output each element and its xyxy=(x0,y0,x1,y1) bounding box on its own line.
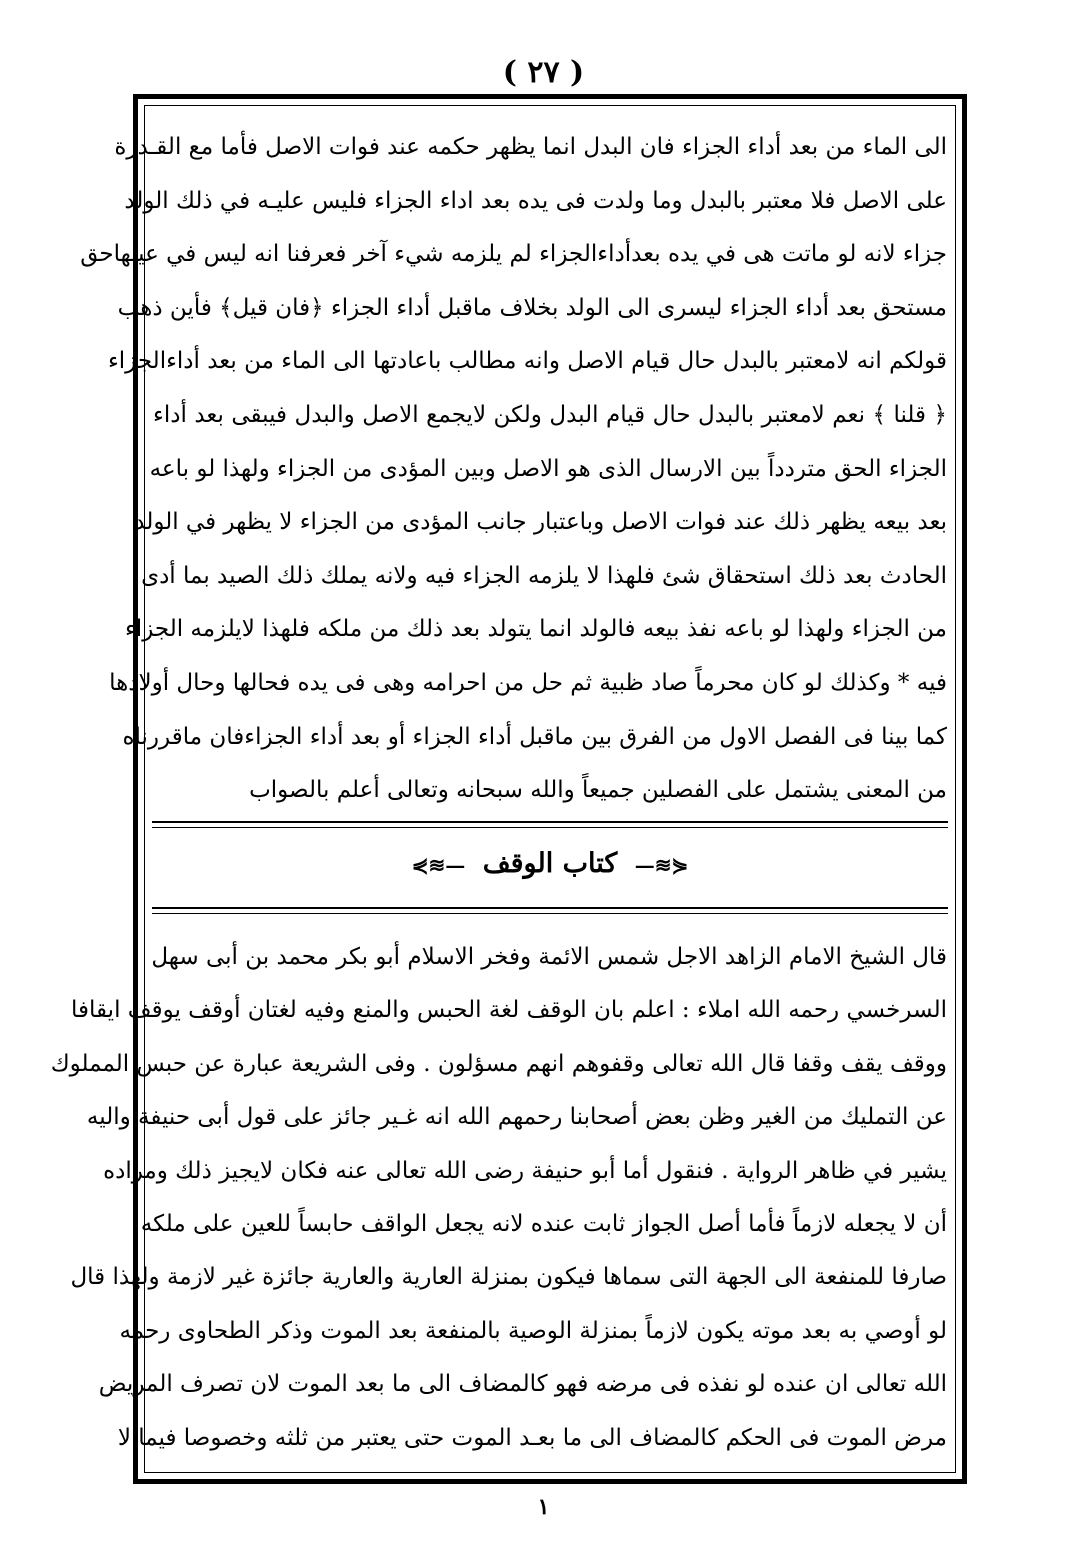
ornament-left-icon: —≋⋟ xyxy=(411,852,466,877)
text-line: على الاصل فلا معتبر بالبدل وما ولدت فى يده بعد اداء الجزاء فليس عليـه في ذلك الولد xyxy=(124,187,947,214)
text-line: الجزاء الحق متردداً بين الارسال الذى هو الاصل وبين المؤدى من الجزاء ولهذا لو باعه xyxy=(149,455,947,482)
footer-signature-mark: ١ xyxy=(537,1494,550,1520)
text-line: يشير في ظاهر الرواية . فنقول أما أبو حنيفة رضى الله تعالى عنه فكان لايجيز ذلك ومراده xyxy=(103,1157,947,1184)
text-line: من الجزاء ولهذا لو باعه نفذ بيعه فالولد انما يتولد بعد ذلك من ملكه فلهذا لايلزمه الجزاء xyxy=(124,616,947,643)
text-line: أن لا يجعله لازماً فأما أصل الجواز ثابت عنده لانه يجعل الواقف حابساً للعين على ملكه xyxy=(140,1210,947,1237)
text-line: قال الشيخ الامام الزاهد الاجل شمس الائمة وفخر الاسلام أبو بكر محمد بن أبى سهل xyxy=(151,944,947,970)
section-divider-bottom xyxy=(152,907,948,914)
section-1-text xyxy=(80,121,947,818)
text-line: بعد بيعه يظهر ذلك عند فوات الاصل وباعتبار جانب المؤدى من الجزاء لا يظهر في الولد xyxy=(134,509,947,536)
text-line: فيه * وكذلك لو كان محرماً صاد ظبية ثم حل من احرامه وهى فى يده فحالها وحال أولادها xyxy=(109,669,947,696)
page-frame xyxy=(50,94,967,1484)
text-line: مرض الموت فى الحكم كالمضاف الى ما بعـد الموت حتى يعتبر من ثلثه وخصوصا فيما لا xyxy=(117,1424,947,1451)
text-line: جزاء لانه لو ماتت هى في يده بعدأداءالجزاء لم يلزمه شيء آخر فعرفنا انه ليس في عينهاحق xyxy=(80,241,947,268)
chapter-title: كتاب الوقف xyxy=(482,848,618,879)
section-2-text xyxy=(50,931,947,1465)
text-line: مستحق بعد أداء الجزاء ليسرى الى الولد بخلاف ماقبل أداء الجزاء ﴿فان قيل﴾ فأين ذهب xyxy=(117,294,947,321)
text-line: عن التمليك من الغير وظن بعض أصحابنا رحمهم الله انه غـير جائز على قول أبى حنيفة واليه xyxy=(86,1104,947,1131)
ornament-right-icon: ⋞≋— xyxy=(634,852,689,877)
text-line: الله تعالى ان عنده لو نفذه فى مرضه فهو كالمضاف الى ما بعد الموت لان تصرف المريض xyxy=(98,1371,947,1398)
text-line: صارفا للمنفعة الى الجهة التى سماها فيكون بمنزلة العارية والعارية جائزة غير لازمة ولهذا قال xyxy=(70,1264,947,1291)
page-number: ( ٢٧ ) xyxy=(502,55,585,90)
text-line: لو أوصي به بعد موته يكون لازماً بمنزلة الوصية بالمنفعة بعد الموت وذكر الطحاوى رحمه xyxy=(119,1317,947,1344)
text-line: من المعنى يشتمل على الفصلين جميعاً والله سبحانه وتعالى أعلم بالصواب xyxy=(249,777,947,804)
text-line: ووقف يقف وقفا قال الله تعالى وقفوهم انهم مسؤلون . وفى الشريعة عبارة عن حبس المملوك xyxy=(50,1050,947,1077)
section-divider-top xyxy=(152,821,948,828)
text-line: السرخسي رحمه الله املاء : اعلم بان الوقف لغة الحبس والمنع وفيه لغتان أوقف يوقف ايقافا xyxy=(71,997,947,1024)
text-line: ﴿ قلنا ﴾ نعم لامعتبر بالبدل حال قيام البدل ولكن لايجمع الاصل والبدل فيبقى بعد أداء xyxy=(153,401,947,428)
text-line: كما بينا فى الفصل الاول من الفرق بين ماقبل أداء الجزاء أو بعد أداء الجزاءفان ماقررناه xyxy=(122,723,947,750)
chapter-heading xyxy=(138,839,962,890)
text-line: الحادث بعد ذلك استحقاق شئ فلهذا لا يلزمه الجزاء فيه ولانه يملك ذلك الصيد بما أدى xyxy=(141,562,947,589)
text-line: قولكم انه لامعتبر بالبدل حال قيام الاصل وانه مطالب باعادتها الى الماء من بعد أداءالجزاء xyxy=(107,348,947,375)
text-line: الى الماء من بعد أداء الجزاء فان البدل انما يظهر حكمه عند فوات الاصل فأما مع القـدرة xyxy=(114,134,947,160)
